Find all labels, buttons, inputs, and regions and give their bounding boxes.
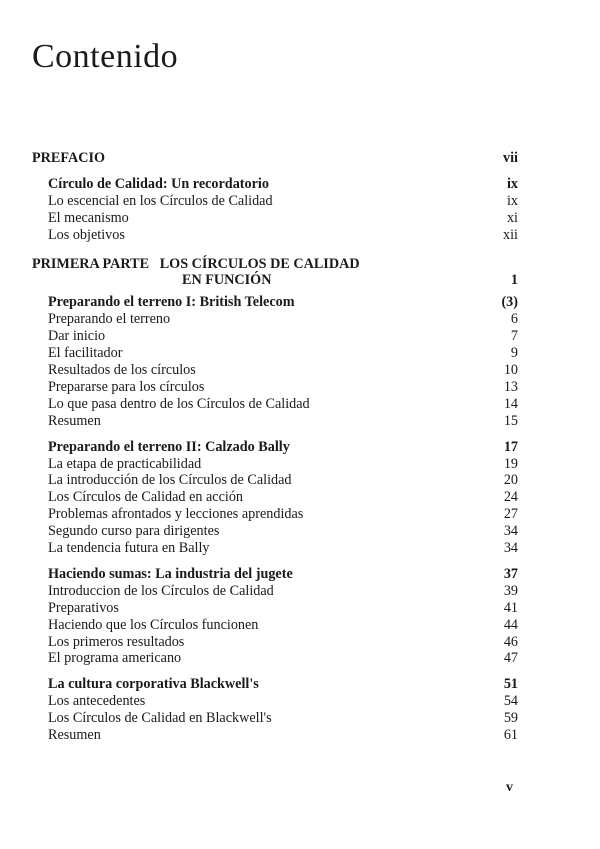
toc-section-row[interactable] <box>32 193 518 210</box>
toc-section-page: xi <box>506 209 518 226</box>
toc-chapter-page: (3) <box>501 294 518 311</box>
toc-chapter-title: Haciendo sumas: La industria del jugete <box>48 565 293 582</box>
toc-item-page: 59 <box>503 710 518 727</box>
toc-item-label: Segundo curso para dirigentes <box>48 523 220 540</box>
toc-section-row[interactable] <box>32 227 518 244</box>
toc-item-page: 39 <box>503 582 518 599</box>
toc-item-page: 27 <box>503 506 518 523</box>
toc-item-page: 14 <box>503 395 518 412</box>
toc-chapter-page: 17 <box>503 438 518 455</box>
toc-part-title: LOS CÍRCULOS DE CALIDAD <box>159 255 360 272</box>
toc-item-label: Prepararse para los círculos <box>48 378 205 395</box>
toc-item-row[interactable] <box>32 345 518 362</box>
toc-item-row[interactable] <box>32 472 518 489</box>
toc-item-label: Haciendo que los Círculos funcionen <box>48 616 259 633</box>
toc-item-label: Resumen <box>48 412 101 429</box>
toc-preface-row[interactable] <box>32 150 518 167</box>
toc-item-row[interactable] <box>32 413 518 430</box>
toc-section-page: xii <box>503 226 518 243</box>
toc-item-page: 34 <box>503 523 518 540</box>
toc-part-prefix: PRIMERA PARTE <box>32 255 150 272</box>
toc-item-label: Lo que pasa dentro de los Círculos de Calidad <box>48 395 310 412</box>
toc-part-line2 <box>32 272 518 289</box>
toc-part-heading[interactable] <box>32 256 518 290</box>
toc-item-page: 19 <box>503 455 518 472</box>
toc-item-label: La etapa de practicabilidad <box>48 455 202 472</box>
toc-item-page: 46 <box>503 633 518 650</box>
toc-item-row[interactable] <box>32 311 518 328</box>
toc-section-page: ix <box>506 192 518 209</box>
toc-chapter-row[interactable] <box>32 676 518 693</box>
toc-chapter-row[interactable] <box>32 439 518 456</box>
toc-item-row[interactable] <box>32 456 518 473</box>
toc-item-row[interactable] <box>32 328 518 345</box>
toc-item-label: Los primeros resultados <box>48 633 185 650</box>
toc-item-label: La tendencia futura en Bally <box>48 540 210 557</box>
toc-item-label: Los Círculos de Calidad en acción <box>48 489 244 506</box>
toc-preface-label: PREFACIO <box>32 150 106 166</box>
toc-preface-page: vii <box>503 150 518 166</box>
toc-item-page: 47 <box>503 650 518 667</box>
toc-item-label: Dar inicio <box>48 328 106 345</box>
toc-section-label: El mecanismo <box>48 209 129 226</box>
toc-item-label: La introducción de los Círculos de Calidad <box>48 472 292 489</box>
toc-item-row[interactable] <box>32 523 518 540</box>
toc-item-row[interactable] <box>32 710 518 727</box>
toc-section-label: Los objetivos <box>48 226 125 243</box>
toc-item-row[interactable] <box>32 650 518 667</box>
toc-item-row[interactable] <box>32 506 518 523</box>
toc-item-label: Los Círculos de Calidad en Blackwell's <box>48 710 272 727</box>
toc-item-label: El programa americano <box>48 650 182 667</box>
toc-item-page: 13 <box>503 378 518 395</box>
toc-item-row[interactable] <box>32 634 518 651</box>
toc-item-label: Resumen <box>48 727 101 744</box>
table-of-contents <box>32 150 518 744</box>
toc-item-page: 15 <box>503 412 518 429</box>
toc-item-row[interactable] <box>32 489 518 506</box>
toc-item-page: 9 <box>510 345 518 362</box>
toc-item-row[interactable] <box>32 693 518 710</box>
page-title: Contenido <box>32 38 179 75</box>
toc-part-page: 1 <box>510 272 518 289</box>
toc-item-row[interactable] <box>32 396 518 413</box>
toc-section-row[interactable] <box>32 176 518 193</box>
toc-item-label: El facilitador <box>48 345 123 362</box>
toc-item-page: 24 <box>503 489 518 506</box>
toc-chapter-row[interactable] <box>32 294 518 311</box>
toc-item-label: Resultados de los círculos <box>48 361 196 378</box>
toc-chapter-title: Preparando el terreno II: Calzado Bally <box>48 438 290 455</box>
toc-part-title-cont: EN FUNCIÓN <box>182 272 272 289</box>
toc-item-label: Preparando el terreno <box>48 311 171 328</box>
toc-section-label: Lo escencial en los Círculos de Calidad <box>48 192 273 209</box>
toc-item-page: 41 <box>503 599 518 616</box>
toc-item-page: 10 <box>503 361 518 378</box>
toc-item-row[interactable] <box>32 617 518 634</box>
toc-item-label: Los antecedentes <box>48 693 146 710</box>
toc-item-label: Preparativos <box>48 599 119 616</box>
toc-part-line1 <box>32 256 518 273</box>
toc-chapter-title: Preparando el terreno I: British Telecom <box>48 294 295 311</box>
toc-chapter-row[interactable] <box>32 566 518 583</box>
toc-chapter-page: 37 <box>503 565 518 582</box>
toc-section-row[interactable] <box>32 210 518 227</box>
toc-chapter-page: 51 <box>503 676 518 693</box>
toc-chapter-title: La cultura corporativa Blackwell's <box>48 676 259 693</box>
toc-item-page: 6 <box>510 311 518 328</box>
toc-item-row[interactable] <box>32 379 518 396</box>
toc-item-page: 34 <box>503 540 518 557</box>
toc-item-page: 61 <box>503 727 518 744</box>
toc-item-row[interactable] <box>32 727 518 744</box>
toc-section-page: ix <box>506 175 518 192</box>
toc-item-page: 20 <box>503 472 518 489</box>
page-number: v <box>506 780 513 795</box>
toc-section-label: Círculo de Calidad: Un recordatorio <box>48 175 269 192</box>
toc-item-label: Problemas afrontados y lecciones aprendidas <box>48 506 304 523</box>
toc-item-row[interactable] <box>32 362 518 379</box>
toc-item-row[interactable] <box>32 540 518 557</box>
toc-item-label: Introduccion de los Círculos de Calidad <box>48 582 274 599</box>
toc-item-row[interactable] <box>32 600 518 617</box>
toc-item-page: 54 <box>503 693 518 710</box>
toc-item-page: 44 <box>503 616 518 633</box>
toc-item-page: 7 <box>510 328 518 345</box>
toc-item-row[interactable] <box>32 583 518 600</box>
